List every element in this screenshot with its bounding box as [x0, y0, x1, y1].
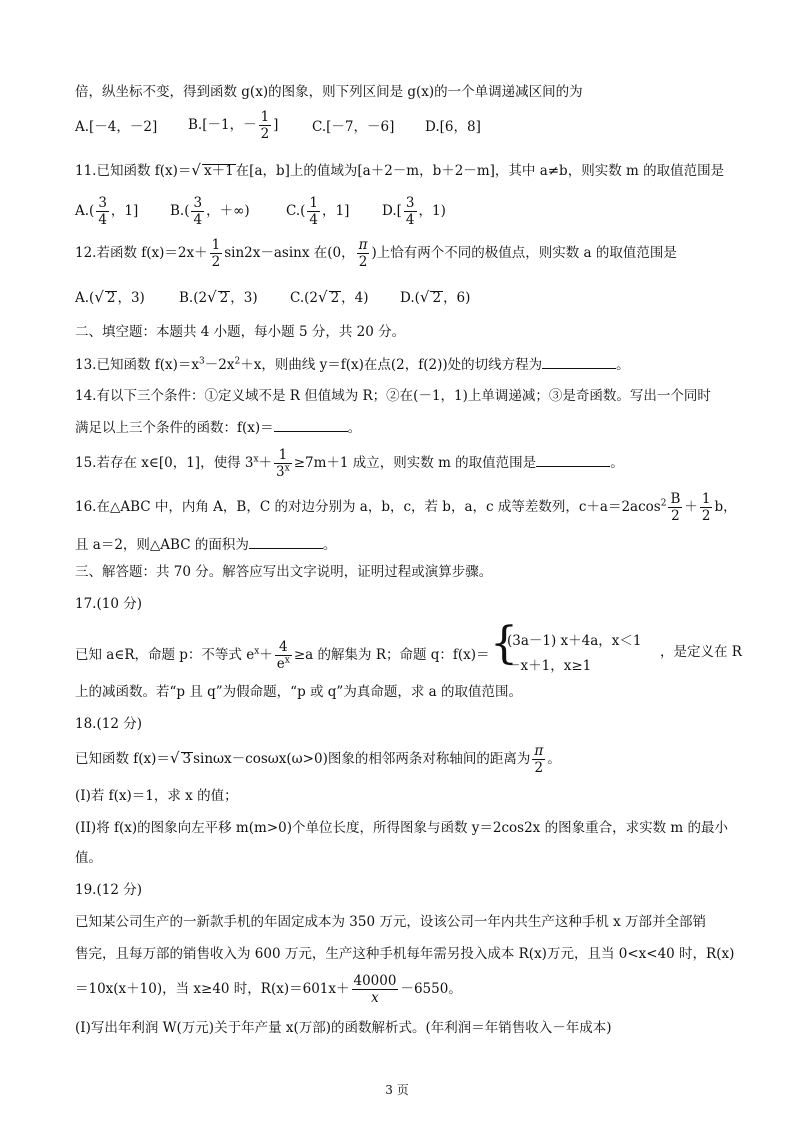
q11-stem-b: 在[a，b]上的值域为[a＋2－m，b＋2－m]，其中 a≠b，则实数 m 的取值范围是 — [235, 163, 725, 179]
superscript: x — [253, 454, 259, 465]
q16-plus: ＋ — [684, 499, 698, 516]
fraction-denominator: 4 — [193, 212, 203, 229]
fraction-numerator: 3 — [193, 195, 203, 211]
q16-b: b， — [714, 499, 737, 516]
q11-radicand: x＋1 — [203, 163, 234, 179]
q10-option-a-text: A.[－4，－2] — [75, 119, 158, 135]
radicand: 2 — [330, 290, 340, 306]
fraction-denominator: 2 — [671, 508, 680, 525]
q13-c: ＋x，则曲线 y＝f(x)在点(2，f(2))处的切线方程为 — [240, 357, 543, 373]
fraction-numerator: 1 — [309, 195, 318, 211]
q18-part-2-line-1 — [75, 822, 728, 836]
q18-part-2-line-2 — [75, 852, 102, 866]
section-3-text: 三、解答题：共 70 分。解答应写出文字说明，证明过程或演算步骤。 — [75, 564, 493, 580]
q17-case-1: (3a－1) x＋4a，x＜1 — [507, 633, 642, 649]
fraction-denominator: 4 — [309, 212, 318, 229]
opt-post: ，3) — [117, 290, 145, 306]
q17-c: ≥a 的解集为 R；命题 q：f(x)＝ — [293, 647, 490, 664]
q11-option-c-fraction — [307, 196, 320, 227]
answer-blank[interactable] — [274, 419, 348, 432]
fraction-denominator — [274, 464, 292, 479]
q15-fraction — [274, 448, 292, 479]
q17-text-2: 上的减函数。若“p 且 q”为假命题，“p 或 q”为真命题，求 a 的取值范围。 — [75, 684, 522, 700]
q17-a: 已知 a∈R，命题 p：不等式 e — [75, 647, 255, 664]
q11-option-b-fraction — [191, 196, 204, 227]
superscript: 3 — [199, 356, 205, 367]
q19-text-3a: ＝10x(x＋10)，当 x≥40 时，R(x)＝601x＋ — [75, 981, 350, 998]
q13-b: －2x — [204, 357, 235, 373]
superscript: 2 — [660, 498, 667, 509]
q11-option-d — [382, 196, 446, 227]
q11-option-a — [75, 196, 138, 227]
fraction-denominator: 4 — [405, 212, 415, 229]
q13-end: 。 — [616, 357, 630, 373]
opt-post: ，＋∞) — [206, 203, 250, 220]
q18-part-1-text: (I)若 f(x)＝1，求 x 的值； — [75, 788, 238, 804]
opt-pre: A.( — [75, 290, 95, 306]
radicand: 3 — [182, 751, 192, 768]
q15-c: ≥7m＋1 成立，则实数 m 的取值范围是 — [293, 455, 537, 472]
q19-line-2 — [75, 948, 734, 962]
q15-end: 。 — [610, 455, 624, 472]
sqrt-sign-icon: √ — [419, 288, 430, 306]
q19-header-text: 19.(12 分) — [75, 882, 142, 898]
opt-pre: A.( — [75, 203, 95, 220]
q12-stem-a: 12.若函数 f(x)＝2x＋ — [75, 245, 208, 262]
q17-stem — [75, 640, 490, 671]
fraction-numerator: π — [534, 743, 544, 759]
q13-line — [75, 356, 630, 373]
superscript: 2 — [234, 356, 241, 367]
q10-option-a — [75, 121, 157, 135]
q16-end: 。 — [322, 537, 337, 553]
opt-post: ，1] — [322, 203, 350, 220]
fraction-denominator: 4 — [98, 212, 107, 229]
superscript: x — [284, 655, 290, 666]
opt-post: ，3) — [230, 290, 258, 306]
q12-stem — [75, 238, 677, 269]
sqrt-sign-icon: √ — [191, 161, 201, 179]
q17-line-2 — [75, 686, 522, 700]
opt-pre: C.( — [286, 203, 306, 220]
fraction-numerator: 3 — [405, 195, 415, 211]
radicand: 2 — [219, 290, 229, 306]
q10-option-b-pre: B.[－1，－ — [188, 117, 257, 134]
sqrt-sign-icon: √ — [318, 288, 328, 306]
fraction-numerator: 1 — [701, 491, 711, 507]
section-3-heading — [75, 566, 492, 580]
q10-option-d-text: D.[6，8] — [425, 119, 481, 135]
section-2-heading — [75, 326, 405, 340]
q18-stem — [75, 744, 561, 775]
fraction-numerator: 40000 — [353, 973, 397, 989]
fraction-denominator: 2 — [701, 508, 711, 525]
q18-part-2-text-2: 值。 — [75, 850, 102, 866]
sqrt-sign-icon: √ — [207, 288, 217, 306]
q19-text-2: 售完，且每万部的销售收入为 600 万元，生产这种手机每年需另投入成本 R(x)万元，且当 0<x<40 时，R(x) — [75, 946, 735, 962]
sqrt-sign-icon: √ — [169, 749, 180, 768]
q12-option-b — [179, 290, 258, 306]
q16-line-1 — [75, 492, 737, 523]
q19-part-1 — [75, 1022, 612, 1036]
superscript: x — [284, 463, 290, 474]
q17-case-2: －x＋1，x≥1 — [507, 658, 592, 674]
q10-option-b-fraction — [259, 110, 272, 141]
radicand: 2 — [432, 290, 442, 306]
q14-line-2 — [75, 419, 361, 436]
fraction-numerator: 4 — [275, 640, 292, 656]
page-number: 3 页 — [385, 1083, 409, 1097]
left-brace-icon: { — [490, 618, 518, 669]
answer-blank[interactable] — [249, 536, 323, 549]
fraction-numerator: 1 — [211, 237, 221, 253]
opt-pre: B.( — [170, 203, 190, 220]
opt-pre: D.( — [400, 290, 420, 306]
q18-end: 。 — [547, 751, 561, 768]
q10-option-d — [425, 121, 481, 135]
q17-header — [75, 598, 142, 612]
q14-line-1 — [75, 390, 711, 404]
superscript: x — [254, 646, 260, 657]
q15-a: 15.若存在 x∈[0，1]，使得 3 — [75, 455, 254, 472]
q19-part-1-text: (I)写出年利润 W(万元)关于年产量 x(万部)的函数解析式。(年利润＝年销售收入－年成本) — [75, 1020, 612, 1036]
q10-option-b-post: ] — [273, 117, 279, 134]
q18-a: 已知函数 f(x)＝ — [75, 751, 170, 768]
q17-header-text: 17.(10 分) — [75, 596, 142, 612]
q12-option-d — [400, 290, 470, 306]
fraction-numerator: 1 — [260, 109, 270, 125]
opt-post: ，6) — [443, 290, 471, 306]
continued-text: 倍，纵坐标不变，得到函数 g(x)的图象，则下列区间是 g(x)的一个单调递减区间的为 — [75, 84, 583, 100]
q11-option-d-fraction — [404, 196, 417, 227]
q18-header-text: 18.(12 分) — [75, 716, 142, 732]
q17-fraction — [275, 640, 292, 671]
fraction-denominator: 2 — [534, 760, 544, 777]
radicand: 2 — [106, 290, 116, 306]
q16-a: 16.在△ABC 中，内角 A，B，C 的对边分别为 a，b，c，若 b，a，c 成等差数列，c＋a＝2acos — [75, 499, 661, 516]
opt-post: ，4) — [341, 290, 369, 306]
q16-text-2: 且 a＝2，则△ABC 的面积为 — [75, 537, 249, 553]
answer-blank[interactable] — [536, 454, 610, 467]
q17-line-1 — [75, 618, 742, 674]
q18-header — [75, 718, 142, 732]
opt-pre: B.(2 — [179, 290, 208, 306]
q11-option-b — [170, 196, 250, 227]
fraction-numerator: B — [670, 491, 681, 507]
q18-part-2-text-1: (II)将 f(x)的图象向左平移 m(m>0)个单位长度，所得图象与函数 y＝2cos2x 的图象重合，求实数 m 的最小 — [75, 820, 728, 836]
section-2-text: 二、填空题：本题共 4 小题，每小题 5 分，共 20 分。 — [75, 324, 406, 340]
q10-option-c — [312, 121, 394, 135]
q19-header — [75, 884, 142, 898]
fraction-denominator: 2 — [211, 254, 221, 271]
q19-text-3b: －6550。 — [400, 981, 462, 998]
q18-fraction-pi — [532, 744, 545, 775]
q12-stem-c: )上恰有两个不同的极值点，则实数 a 的取值范围是 — [371, 245, 677, 262]
q14-text-2: 满足以上三个条件的函数：f(x)＝ — [75, 420, 274, 436]
q12-option-a — [75, 290, 145, 306]
q16-fraction-half — [700, 492, 713, 523]
denominator-base: e — [276, 656, 285, 673]
q14-text-1: 14.有以下三个条件：①定义域不是 R 但值域为 R；②在(－1，1)上单调递减；③是奇函数。写出一个同时 — [75, 388, 711, 404]
opt-post: ，1) — [418, 203, 446, 220]
q15-b: ＋ — [258, 455, 273, 472]
q19-text-1: 已知某公司生产的一新款手机的年固定成本为 350 万元，设该公司一年内共生产这种手机 x 万部并全部销 — [75, 914, 707, 930]
q16-line-2 — [75, 536, 336, 553]
q19-fraction — [352, 974, 399, 1005]
opt-pre: C.(2 — [290, 290, 318, 306]
answer-blank[interactable] — [542, 356, 616, 369]
q12-option-c — [290, 290, 369, 306]
opt-pre: D.[ — [382, 203, 402, 220]
fraction-numerator: 3 — [98, 195, 107, 211]
q16-fraction-b — [668, 492, 682, 523]
fraction-denominator: 2 — [260, 126, 270, 143]
fraction-denominator: 2 — [358, 254, 368, 271]
q17-b: ＋ — [259, 647, 273, 664]
fraction-numerator: π — [358, 237, 368, 253]
q14-end: 。 — [347, 420, 362, 436]
q10-option-c-text: C.[－7，－6] — [312, 119, 395, 135]
q19-line-1 — [75, 916, 706, 930]
q11-option-a-fraction — [96, 196, 109, 227]
q12-fraction-half — [210, 238, 223, 269]
q18-part-1 — [75, 790, 238, 804]
q15-line — [75, 448, 624, 479]
fraction-denominator — [275, 656, 292, 671]
fraction-numerator: 1 — [274, 448, 292, 464]
q11-stem-a: 11.已知函数 f(x)＝ — [75, 163, 192, 179]
sqrt-sign-icon: √ — [94, 288, 104, 306]
q13-a: 13.已知函数 f(x)＝x — [75, 357, 200, 373]
q11-option-c — [286, 196, 349, 227]
q12-stem-b: sin2x－asinx 在(0， — [224, 245, 355, 262]
q11-stem — [75, 163, 724, 179]
opt-post: ，1] — [110, 203, 139, 220]
q10-option-b — [188, 110, 278, 141]
q12-fraction-pi — [357, 238, 370, 269]
q18-b: sinωx－cosωx(ω>0)图象的相邻两条对称轴间的距离为 — [193, 751, 531, 768]
fraction-denominator: x — [371, 990, 379, 1007]
continued-text-line — [75, 86, 583, 100]
q17-d: ，是定义在 R — [660, 644, 742, 660]
denominator-base: 3 — [276, 464, 285, 481]
q19-line-3 — [75, 974, 462, 1005]
